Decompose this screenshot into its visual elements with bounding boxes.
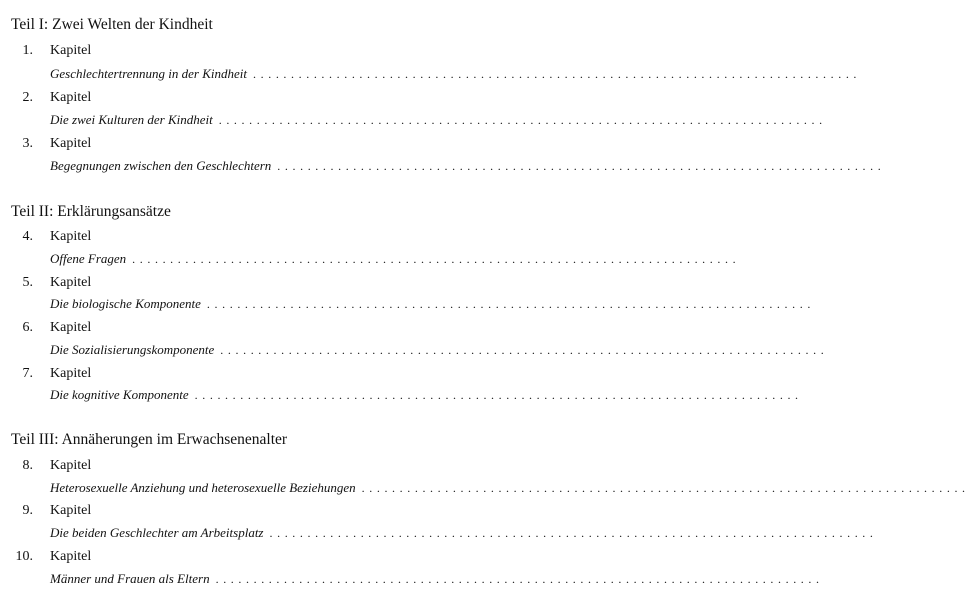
chapter-title: Männer und Frauen als Eltern <box>50 571 210 586</box>
chapter-label: Kapitel <box>50 275 92 290</box>
chapter-label: Kapitel <box>50 90 92 105</box>
toc-entry[interactable] <box>50 158 886 174</box>
toc-entry[interactable] <box>50 296 815 312</box>
chapter-title: Die beiden Geschlechter am Arbeitsplatz <box>50 525 264 540</box>
dot-leader: ................................................................................ <box>269 526 878 540</box>
chapter-number: 10. <box>15 549 33 564</box>
part-heading: Teil III: Annäherungen im Erwachsenenalter <box>11 431 288 448</box>
chapter-title: Geschlechtertrennung in der Kindheit <box>50 66 248 81</box>
part-heading: Teil II: Erklärungsansätze <box>11 203 171 220</box>
dot-leader: ................................................................................ <box>220 343 829 357</box>
chapter-number: 9. <box>22 503 33 518</box>
chapter-number: 3. <box>22 136 33 151</box>
toc-entry[interactable] <box>50 112 827 128</box>
chapter-title: Die biologische Komponente <box>50 296 201 311</box>
chapter-number: 4. <box>22 229 33 244</box>
dot-leader: ................................................................................ <box>194 388 803 402</box>
chapter-title: Offene Fragen <box>50 251 127 266</box>
chapter-number: 7. <box>22 366 33 381</box>
chapter-label: Kapitel <box>50 229 92 244</box>
chapter-label: Kapitel <box>50 320 92 335</box>
toc-entry[interactable] <box>50 66 862 82</box>
dot-leader: ................................................................................ <box>277 159 886 173</box>
toc-entry[interactable] <box>50 480 970 496</box>
toc-entry[interactable] <box>50 525 878 541</box>
chapter-title: Die kognitive Komponente <box>50 387 189 402</box>
chapter-title: Die zwei Kulturen der Kindheit <box>50 112 213 127</box>
chapter-number: 8. <box>22 458 33 473</box>
dot-leader: ................................................................................ <box>253 67 862 81</box>
chapter-label: Kapitel <box>50 458 92 473</box>
chapter-label: Kapitel <box>50 549 92 564</box>
chapter-number: 6. <box>22 320 33 335</box>
chapter-title: Heterosexuelle Anziehung und heterosexuelle Beziehungen <box>50 480 356 495</box>
chapter-title: Die Sozialisierungskomponente <box>50 342 215 357</box>
toc-entry[interactable] <box>50 342 829 358</box>
dot-leader: ................................................................................ <box>218 113 827 127</box>
chapter-number: 5. <box>22 275 33 290</box>
toc-entry[interactable] <box>50 387 803 403</box>
dot-leader: ................................................................................ <box>361 481 970 495</box>
dot-leader: ................................................................................ <box>215 572 824 586</box>
chapter-title: Begegnungen zwischen den Geschlechtern <box>50 158 272 173</box>
toc-entry[interactable] <box>50 571 824 587</box>
dot-leader: ................................................................................ <box>206 297 815 311</box>
chapter-number: 1. <box>22 43 33 58</box>
toc-entry[interactable] <box>50 251 741 267</box>
chapter-label: Kapitel <box>50 503 92 518</box>
chapter-label: Kapitel <box>50 366 92 381</box>
part-heading: Teil I: Zwei Welten der Kindheit <box>11 16 213 33</box>
chapter-label: Kapitel <box>50 136 92 151</box>
chapter-label: Kapitel <box>50 43 92 58</box>
dot-leader: ................................................................................ <box>132 252 741 266</box>
chapter-number: 2. <box>22 90 33 105</box>
